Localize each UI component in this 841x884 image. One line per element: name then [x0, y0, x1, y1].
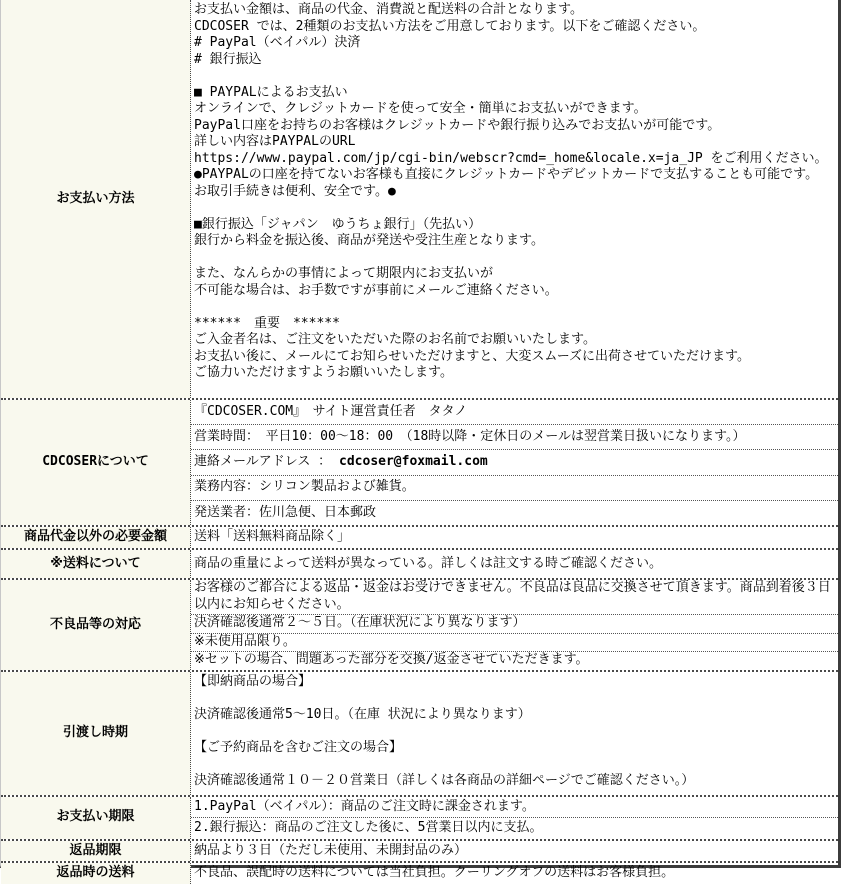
text-line: ご協力いただけますようお願いいたします。: [194, 365, 453, 380]
text-line: [194, 756, 835, 773]
content-row: [191, 651, 838, 670]
content-cell: [191, 841, 838, 862]
text-line: 商品の重量によって送料が異なっている。詳しくは註文する時ご確認ください。: [194, 555, 663, 571]
text-line: [194, 690, 835, 707]
text-line: お客様のご都合による返品・返金はお受けできません。不良品は良品に交換させて頂きます。商品到着後３日以内にお知らせください。: [194, 580, 831, 612]
text-line: CDCOSER では、2種類のお支払い方法をご用意しております。以下をご確認ください。: [194, 18, 706, 34]
content-row: [191, 797, 838, 818]
content-cell: [191, 580, 838, 670]
text-line: 納品より３日（ただし未使用、未開封品のみ）: [194, 842, 468, 858]
text-line: ※未使用品限り。: [194, 633, 296, 649]
section-row: [1, 839, 838, 862]
text-line: 決済確認後通常5～10日。（在庫 状況により異なります）: [194, 706, 531, 722]
row-label: ※送料について: [1, 550, 191, 578]
text-line: # PayPal（ベイパル）決済: [194, 35, 361, 50]
section-row: [1, 0, 838, 398]
text-line: [194, 68, 835, 85]
text-line: 詳しい内容はPAYPALのURL: [194, 134, 356, 149]
text-line: [194, 723, 835, 740]
content-row: [191, 475, 838, 500]
text-line: お取引手続きは便利、安全です。●: [194, 183, 396, 199]
content-row: [191, 580, 838, 614]
text-line: 発送業者：佐川急便、日本郵政: [194, 504, 377, 520]
text-line: 業務内容：シリコン製品および雑貨。: [194, 479, 415, 495]
section-row: [1, 795, 838, 839]
content-cell: [191, 550, 838, 578]
content-row: [191, 672, 838, 795]
email-text: cdcoser@foxmail.com: [339, 454, 488, 470]
text-line: オンラインで、クレジットカードを使って安全・簡単にお支払いができます。: [194, 101, 647, 116]
section-row: [1, 525, 838, 548]
content-cell: [191, 400, 838, 525]
content-cell: [191, 797, 838, 839]
row-label: 引渡し時期: [1, 672, 191, 795]
text-line: また、なんらかの事情によって期限内にお支払いが: [194, 266, 494, 281]
section-row: [1, 548, 838, 578]
content-row: [191, 550, 838, 578]
content-row: [191, 400, 838, 424]
text-line: ●PAYPALの口座を持てないお客様も直接にクレジットカードやデビットカードで支払することも可能です。: [194, 167, 819, 182]
paypal-url-text: https://www.paypal.com/jp/cgi-bin/webscr?cmd=_home&locale.x=ja_JP をご利用ください。: [194, 150, 828, 166]
content-row: [191, 614, 838, 633]
row-label: お支払い期限: [1, 797, 191, 839]
row-label: 商品代金以外の必要金額: [1, 527, 191, 548]
text-segment: 連絡メールアドレス ：: [194, 454, 340, 470]
text-line: 『CDCOSER.COM』 サイト運営責任者 タタノ: [194, 403, 468, 419]
text-line: [194, 200, 835, 217]
content-cell: [191, 0, 838, 398]
policy-table: [1, 0, 838, 884]
row-label: 不良品等の対応: [1, 580, 191, 670]
row-label: お支払い方法: [1, 0, 191, 398]
text-line: 銀行から料金を振込後、商品が発送や受注生産となります。: [194, 233, 544, 248]
section-row: [1, 398, 838, 525]
text-line: 決済確認後通常１０－２０営業日（詳しくは各商品の詳細ページでご確認ください。）: [194, 772, 695, 788]
text-line: 送料「送料無料商品除く」: [194, 529, 351, 545]
content-row: [191, 527, 838, 548]
text-line: 不良品、誤配時の送料については当社負担。クーリングオフの送料はお客様負担。: [194, 865, 675, 880]
text-line: 1.PayPal（ベイパル）：商品のご注文時に課金されます。: [194, 798, 535, 814]
content-row: [191, 633, 838, 652]
text-line: 2.銀行振込：商品のご注文した後に、5営業日以内に支払。: [194, 820, 543, 835]
content-row: [191, 841, 838, 862]
text-line: [194, 250, 835, 267]
row-label: 返品期限: [1, 841, 191, 862]
section-row: [1, 670, 838, 795]
section-row: [1, 861, 838, 884]
content-row: [191, 863, 838, 884]
content-row: [191, 817, 838, 839]
text-line: 不可能な場合は、お手数ですが事前にメールご連絡ください。: [194, 282, 558, 298]
content-row: [191, 449, 838, 474]
contact-email-line: [194, 454, 835, 471]
content-row: [191, 424, 838, 449]
content-row: [191, 0, 838, 398]
content-cell: [191, 672, 838, 795]
text-line: [194, 299, 835, 316]
text-line: お支払い金額は、商品の代金、消費説と配送料の合計となります。: [194, 2, 583, 17]
text-line: 【ご予約商品を含むご注文の場合】: [194, 739, 403, 755]
text-line: ■ PAYPALによるお支払い: [194, 84, 348, 100]
text-line: 【即納商品の場合】: [194, 673, 312, 689]
text-line: PayPal口座をお持ちのお客様はクレジットカードや銀行振り込みでお支払いが可能です。: [194, 117, 721, 133]
text-line: ■銀行振込「ジャパン ゆうちょ銀行」（先払い）: [194, 216, 482, 232]
text-line: 決済確認後通常２～５日。（在庫状況により異なります）: [194, 615, 526, 630]
row-label: 返品時の送料: [1, 863, 191, 884]
text-line: ****** 重要 ******: [194, 315, 340, 331]
row-label: CDCOSERについて: [1, 400, 191, 525]
content-row: [191, 500, 838, 525]
text-line: お支払い後に、メールにてお知らせいただけますと、大変スムーズに出荷させていただけます。: [194, 348, 751, 364]
text-line: ※セットの場合、問題あった部分を交換/返金させていただきます。: [194, 652, 589, 667]
section-row: [1, 578, 838, 670]
text-line: 営業時間： 平日10：00～18：00 （18時以降・定休日のメールは翌営業日扱いになります。）: [194, 429, 746, 445]
content-cell: [191, 527, 838, 548]
text-line: ご入金者名は、ご注文をいただいた際のお名前でお願いいたします。: [194, 332, 596, 347]
text-line: # 銀行振込: [194, 51, 262, 67]
content-cell: [191, 863, 838, 884]
